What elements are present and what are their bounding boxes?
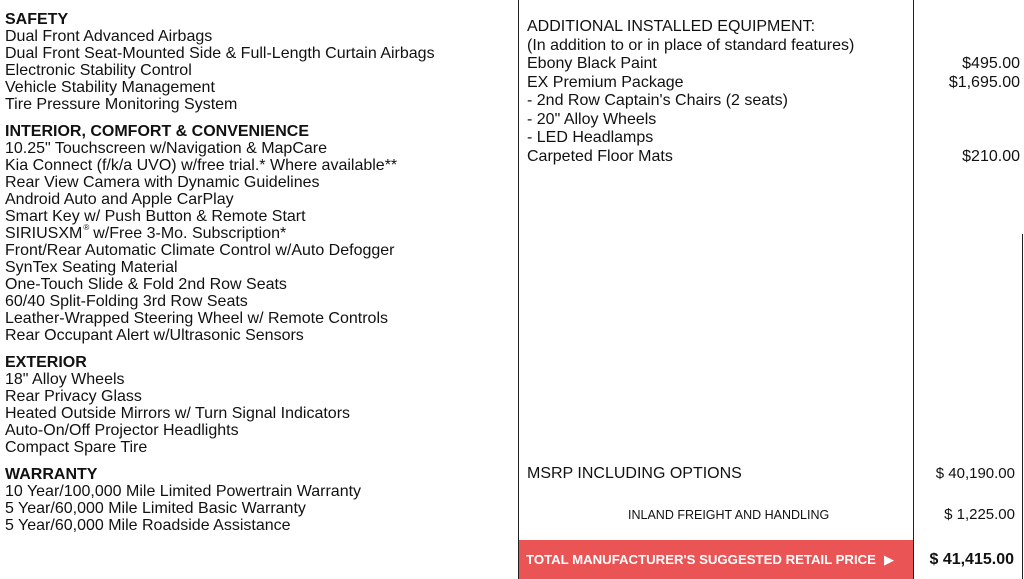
- siriusxm-text: w/Free 3-Mo. Subscription*: [93, 225, 287, 242]
- equipment-row: [527, 111, 1020, 130]
- feature-item: 10.25" Touchscreen w/Navigation & MapCare: [5, 140, 328, 157]
- feature-item-siriusxm: [5, 222, 510, 242]
- right-border: [1022, 234, 1023, 579]
- feature-item: Leather-Wrapped Steering Wheel w/ Remote Controls: [5, 310, 388, 327]
- siriusxm-brand: SIRIUSXM: [5, 225, 83, 242]
- feature-item: Rear View Camera with Dynamic Guidelines: [5, 174, 320, 191]
- registered-mark: ®: [83, 222, 90, 232]
- equipment-label: - 2nd Row Captain's Chairs (2 seats): [527, 92, 788, 109]
- feature-item: Dual Front Seat-Mounted Side & Full-Length Curtain Airbags: [5, 45, 435, 62]
- interior-section: [5, 123, 510, 344]
- feature-item: Front/Rear Automatic Climate Control w/Auto Defogger: [5, 242, 395, 259]
- feature-item: 5 Year/60,000 Mile Limited Basic Warranty: [5, 500, 306, 517]
- equipment-price: $495.00: [962, 55, 1020, 72]
- feature-item: One-Touch Slide & Fold 2nd Row Seats: [5, 276, 287, 293]
- equipment-row: [527, 74, 1020, 93]
- equipment-price: $210.00: [962, 147, 1020, 165]
- feature-item: Smart Key w/ Push Button & Remote Start: [5, 208, 306, 225]
- column-divider: [518, 0, 519, 579]
- msrp-label: MSRP INCLUDING OPTIONS: [527, 465, 742, 482]
- feature-item: 10 Year/100,000 Mile Limited Powertrain Warranty: [5, 483, 362, 500]
- equipment-row: [527, 55, 1020, 74]
- total-label: TOTAL MANUFACTURER'S SUGGESTED RETAIL PRICE: [526, 552, 876, 567]
- msrp-value: $ 40,190.00: [935, 465, 1015, 482]
- warranty-section: [5, 466, 510, 534]
- feature-item: Heated Outside Mirrors w/ Turn Signal Indicators: [5, 405, 351, 422]
- feature-item: 5 Year/60,000 Mile Roadside Assistance: [5, 517, 291, 534]
- equipment-price: $1,695.00: [948, 73, 1020, 91]
- feature-item: Kia Connect (f/k/a UVO) w/free trial.* Where available**: [5, 157, 398, 174]
- additional-equipment: [527, 18, 1020, 166]
- equipment-label: Ebony Black Paint: [527, 55, 657, 72]
- feature-item: Dual Front Advanced Airbags: [5, 28, 213, 45]
- equipment-row: [527, 129, 1020, 148]
- section-title: EXTERIOR: [5, 354, 87, 371]
- standard-features: [5, 11, 510, 544]
- total-value: $ 41,415.00: [929, 551, 1014, 568]
- equipment-label: - 20" Alloy Wheels: [527, 110, 657, 128]
- safety-section: [5, 11, 510, 113]
- section-title: SAFETY: [5, 11, 69, 28]
- freight-label: INLAND FREIGHT AND HANDLING: [628, 508, 830, 522]
- feature-item: 18" Alloy Wheels: [5, 371, 125, 388]
- arrow-right-icon: ▶: [883, 551, 894, 567]
- feature-item: Auto-On/Off Projector Headlights: [5, 422, 239, 439]
- feature-item: Rear Occupant Alert w/Ultrasonic Sensors: [5, 327, 304, 344]
- equipment-label: - LED Headlamps: [527, 129, 654, 146]
- feature-item: Rear Privacy Glass: [5, 388, 142, 405]
- section-title: INTERIOR, COMFORT & CONVENIENCE: [5, 123, 310, 140]
- feature-item: SynTex Seating Material: [5, 259, 178, 276]
- feature-item: Electronic Stability Control: [5, 62, 192, 79]
- equipment-title: ADDITIONAL INSTALLED EQUIPMENT:: [527, 18, 816, 35]
- freight-value: $ 1,225.00: [944, 506, 1015, 523]
- feature-item: Vehicle Stability Management: [5, 79, 215, 96]
- equipment-label: Carpeted Floor Mats: [527, 147, 673, 165]
- exterior-section: [5, 354, 510, 456]
- equipment-row: [527, 148, 1020, 167]
- feature-item: Compact Spare Tire: [5, 439, 148, 456]
- msrp-row: [527, 465, 1015, 483]
- total-price-banner: [519, 540, 913, 579]
- equipment-label: EX Premium Package: [527, 73, 684, 91]
- feature-item: Tire Pressure Monitoring System: [5, 96, 238, 113]
- section-title: WARRANTY: [5, 466, 98, 483]
- feature-item: 60/40 Split-Folding 3rd Row Seats: [5, 293, 248, 310]
- equipment-subtitle: (In addition to or in place of standard features): [527, 36, 855, 54]
- feature-item: Android Auto and Apple CarPlay: [5, 191, 234, 208]
- equipment-row: [527, 92, 1020, 111]
